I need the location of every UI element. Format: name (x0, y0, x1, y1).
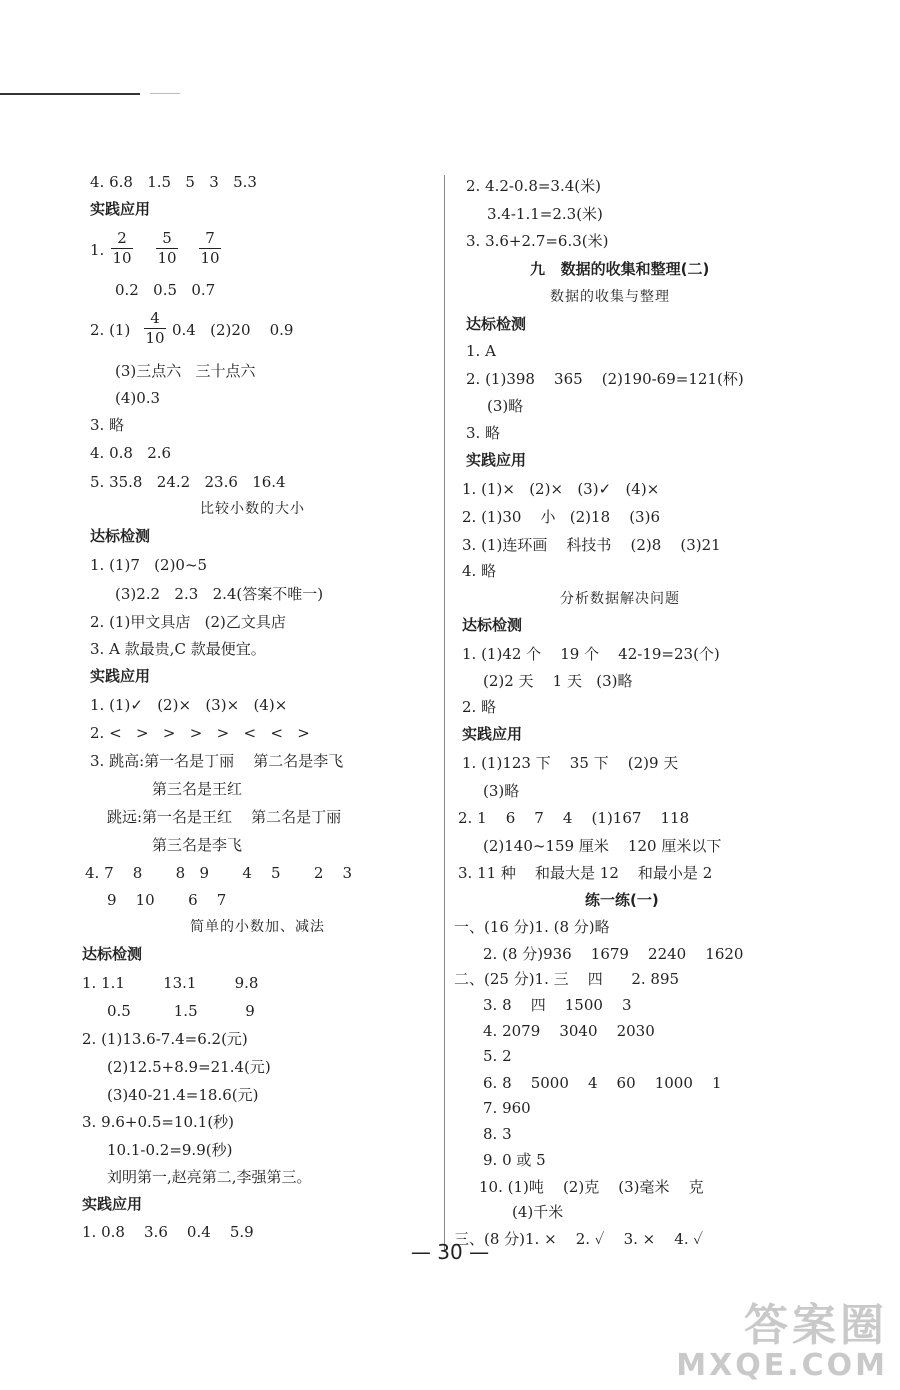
answer-line: (3)略 (487, 397, 524, 415)
section-heading: 达标检测 (466, 315, 527, 333)
answer-line: 3. 8 四 1500 3 (483, 996, 632, 1014)
answer-line: 第三名是王红 (152, 780, 243, 798)
answer-line: 7. 960 (483, 1099, 531, 1117)
column-divider (444, 175, 445, 1250)
answer-line: 3. 略 (466, 424, 501, 442)
subsection-title: 简单的小数加、减法 (190, 919, 325, 935)
answer-line: 2. 略 (462, 698, 497, 716)
answer-line: 1. 0.8 3.6 0.4 5.9 (82, 1223, 254, 1241)
answer-line: 2. (1)甲文具店 (2)乙文具店 (90, 613, 286, 631)
header-rule-light (150, 93, 180, 94)
answer-line: (3)略 (483, 782, 520, 800)
answer-line: 一、(16 分)1. (8 分)略 (454, 918, 610, 936)
section-heading: 达标检测 (462, 616, 523, 634)
answer-line: 3. 跳高:第一名是丁丽 第二名是李飞 (90, 752, 344, 770)
answer-line: 6. 8 5000 4 60 1000 1 (483, 1074, 722, 1092)
answer-line: 8. 3 (483, 1125, 512, 1143)
fraction-denominator: 10 (145, 329, 165, 347)
fraction-denominator: 10 (157, 249, 177, 267)
section-heading: 实践应用 (466, 451, 527, 469)
section-heading: 达标检测 (82, 945, 143, 963)
answer-line: 4. 6.8 1.5 5 3 5.3 (90, 173, 257, 191)
answer-line: 2. (1) (90, 321, 131, 339)
answer-line: 3.4-1.1=2.3(米) (487, 205, 603, 223)
answer-line: (2)140~159 厘米 120 厘米以下 (483, 837, 722, 855)
answer-line: 4. 7 8 8 9 4 5 2 3 (85, 864, 353, 882)
answer-line: 2. (1)13.6-7.4=6.2(元) (82, 1030, 248, 1048)
answer-line: (2)2 天 1 天 (3)略 (483, 672, 633, 690)
header-rule (0, 93, 140, 95)
answer-line: 10.1-0.2=9.9(秒) (107, 1141, 233, 1159)
answer-line: 0.2 0.5 0.7 (115, 281, 216, 299)
fraction-denominator: 10 (112, 249, 132, 267)
answer-line: 1. (1)7 (2)0~5 (90, 556, 208, 574)
section-heading: 九 数据的收集和整理(二) (530, 260, 710, 278)
answer-line: (3)2.2 2.3 2.4(答案不唯一) (115, 585, 324, 603)
fraction-numerator: 7 (205, 229, 215, 247)
answer-line: 5. 35.8 24.2 23.6 16.4 (90, 473, 286, 491)
answer-line: 2. 1 6 7 4 (1)167 118 (458, 809, 690, 827)
fraction-denominator: 10 (200, 249, 220, 267)
answer-line: 1. (90, 241, 105, 259)
answer-line: 1. (1)42 个 19 个 42-19=23(个) (462, 645, 720, 663)
subsection-title: 分析数据解决问题 (560, 591, 680, 607)
answer-line: 1. (1)× (2)× (3)✓ (4)× (462, 480, 660, 498)
section-heading: 达标检测 (90, 527, 151, 545)
answer-line: (4)0.3 (115, 389, 161, 407)
answer-line: 刘明第一,赵亮第二,李强第三。 (107, 1168, 312, 1186)
answer-line: 10. (1)吨 (2)克 (3)毫米 克 (479, 1178, 704, 1196)
answer-line: 9 10 6 7 (107, 891, 227, 909)
answer-line: 2. (1)398 365 (2)190-69=121(杯) (466, 370, 744, 388)
answer-line: (2)12.5+8.9=21.4(元) (107, 1058, 271, 1076)
fraction (144, 310, 166, 347)
answer-line: 2. (8 分)936 1679 2240 1620 (483, 945, 744, 963)
answer-line: 二、(25 分)1. 三 四 2. 895 (454, 970, 680, 988)
watermark-line2: MXQE.COM (676, 1348, 888, 1383)
fraction-numerator: 4 (150, 309, 160, 327)
answer-line: 2. (1)30 小 (2)18 (3)6 (462, 508, 660, 526)
answer-line: 1. (1)123 下 35 下 (2)9 天 (462, 754, 679, 772)
section-heading: 实践应用 (90, 200, 151, 218)
answer-line: 4. 略 (462, 562, 497, 580)
answer-line: 3. (1)连环画 科技书 (2)8 (3)21 (462, 536, 721, 554)
answer-line: 5. 2 (483, 1047, 512, 1065)
answer-line: 1. 1.1 13.1 9.8 (82, 974, 259, 992)
subsection-title: 数据的收集与整理 (550, 289, 670, 305)
answer-line: 三、(8 分)1. × 2. ✓ 3. × 4. ✓ (454, 1230, 704, 1248)
answer-line: (4)千米 (512, 1203, 564, 1221)
answer-line: 第三名是李飞 (152, 836, 243, 854)
watermark-line1: 答案圈 (744, 1300, 888, 1351)
answer-line: 3. A 款最贵,C 款最便宜。 (90, 640, 266, 658)
answer-line: 2. < > > > > < < > (90, 724, 310, 742)
answer-line: 0.4 (2)20 0.9 (172, 321, 294, 339)
answer-line: 跳远:第一名是王红 第二名是丁丽 (107, 808, 342, 826)
page-number: — 30 — (410, 1240, 490, 1264)
section-heading: 实践应用 (462, 725, 523, 743)
answer-line: 4. 2079 3040 2030 (483, 1022, 655, 1040)
answer-line: 2. 4.2-0.8=3.4(米) (466, 177, 601, 195)
section-heading: 实践应用 (90, 667, 151, 685)
answer-line: 3. 9.6+0.5=10.1(秒) (82, 1113, 235, 1131)
answer-line: 3. 11 种 和最大是 12 和最小是 2 (458, 864, 713, 882)
answer-line: 0.5 1.5 9 (107, 1002, 255, 1020)
answer-line: 1. A (466, 342, 496, 360)
answer-line: 3. 3.6+2.7=6.3(米) (466, 232, 609, 250)
fraction (156, 230, 178, 267)
answer-line: 4. 0.8 2.6 (90, 444, 172, 462)
fraction (199, 230, 221, 267)
answer-line: 1. (1)✓ (2)× (3)× (4)× (90, 696, 288, 714)
watermark-logo (676, 1302, 888, 1382)
answer-line: 3. 略 (90, 416, 125, 434)
fraction-numerator: 2 (117, 229, 127, 247)
answer-line: (3)40-21.4=18.6(元) (107, 1086, 259, 1104)
fraction-numerator: 5 (162, 229, 172, 247)
answer-line: 9. 0 或 5 (483, 1151, 546, 1169)
section-heading: 实践应用 (82, 1195, 143, 1213)
subsection-title: 比较小数的大小 (200, 501, 305, 517)
answer-line: (3)三点六 三十点六 (115, 362, 256, 380)
section-heading: 练一练(一) (585, 891, 659, 909)
fraction (111, 230, 133, 267)
